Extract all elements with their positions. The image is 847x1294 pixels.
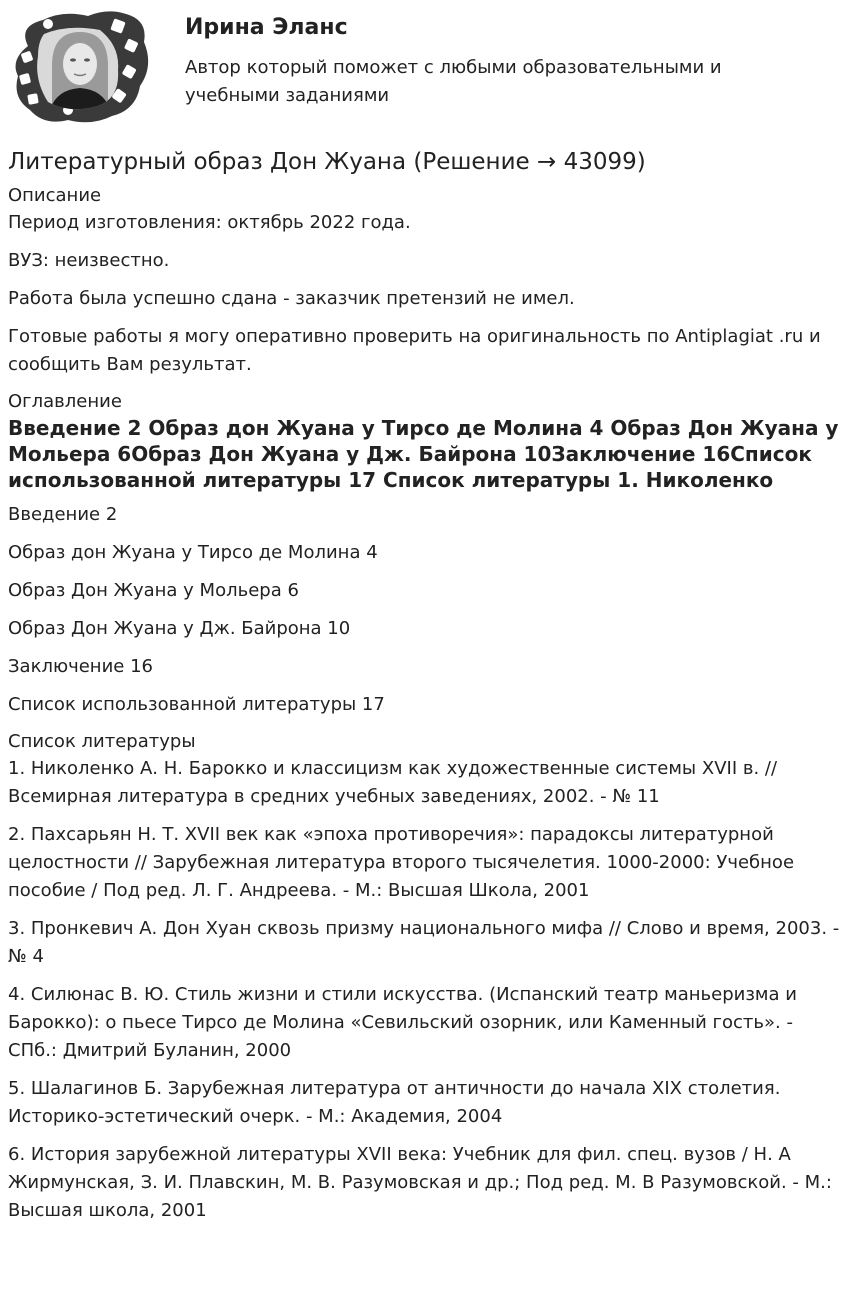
page-title: Литературный образ Дон Жуана (Решение → 43099) — [8, 149, 646, 175]
author-avatar — [8, 6, 152, 126]
toc-heading: Оглавление — [8, 391, 122, 412]
bibliography-item: 1. Николенко А. Н. Барокко и классицизм как художественные системы XVII в. // Всемирная литература в средних учебных заведениях, 2002. - № 11 — [8, 758, 778, 807]
toc-item: Образ Дон Жуана у Дж. Байрона 10 — [8, 618, 351, 639]
paragraph: Работа была успешно сдана - заказчик претензий не имел. — [8, 288, 575, 309]
bibliography-item: 2. Пахсарьян Н. Т. XVII век как «эпоха противоречия»: парадоксы литературной целостности // Зарубежная литература второго тысячелетия. 1000-2000: Учебное пособие / Под ред. Л. Г. Андреева. - М.: Высшая Школа, 2001 — [8, 824, 795, 901]
bibliography-section — [8, 729, 840, 1225]
description-heading: Описание — [8, 185, 102, 206]
bibliography-heading: Список литературы — [8, 731, 196, 752]
author-description: Автор который поможет с любыми образовательными и учебными заданиями — [185, 57, 722, 106]
description-section — [8, 183, 840, 379]
bibliography-item: 3. Пронкевич А. Дон Хуан сквозь призму национального мифа // Слово и время, 2003. - № 4 — [8, 918, 840, 967]
toc-section — [8, 389, 840, 719]
paragraph: Период изготовления: октябрь 2022 года. — [8, 212, 411, 233]
toc-list — [8, 501, 840, 719]
paragraph: Готовые работы я могу оперативно проверить на оригинальность по Antiplagiat .ru и сообщить Вам результат. — [8, 326, 821, 375]
toc-summary: Введение 2 Образ дон Жуана у Тирсо де Молина 4 Образ Дон Жуана у Мольера 6Образ Дон Жуана у Дж. Байрона 10Заключение 16Список использованной литературы 17 Список литературы 1. Николенко — [8, 416, 839, 492]
toc-item: Введение 2 — [8, 504, 118, 525]
main-content — [8, 145, 840, 1235]
author-name: Ирина Эланс — [185, 15, 348, 40]
bibliography-item: 5. Шалагинов Б. Зарубежная литература от античности до начала XIX столетия. Историко-эстетический очерк. - М.: Академия, 2004 — [8, 1078, 781, 1127]
toc-item: Заключение 16 — [8, 656, 153, 677]
author-card — [8, 6, 838, 126]
bibliography-item: 4. Силюнас В. Ю. Стиль жизни и стили искусства. (Испанский театр маньеризма и Барокко): о пьесе Тирсо де Молина «Севильский озорник, или Каменный гость». - СПб.: Дмитрий Буланин, 2000 — [8, 984, 797, 1061]
bibliography-item: 6. История зарубежной литературы XVII века: Учебник для фил. спец. вузов / Н. А Жирмунская, З. И. Плавскин, М. В. Разумовская и др.; Под ред. М. В Разумовской. - М.: Высшая школа, 2001 — [8, 1144, 832, 1221]
toc-item: Список использованной литературы 17 — [8, 694, 385, 715]
toc-item: Образ Дон Жуана у Мольера 6 — [8, 580, 299, 601]
paragraph: ВУЗ: неизвестно. — [8, 250, 170, 271]
toc-item: Образ дон Жуана у Тирсо де Молина 4 — [8, 542, 378, 563]
